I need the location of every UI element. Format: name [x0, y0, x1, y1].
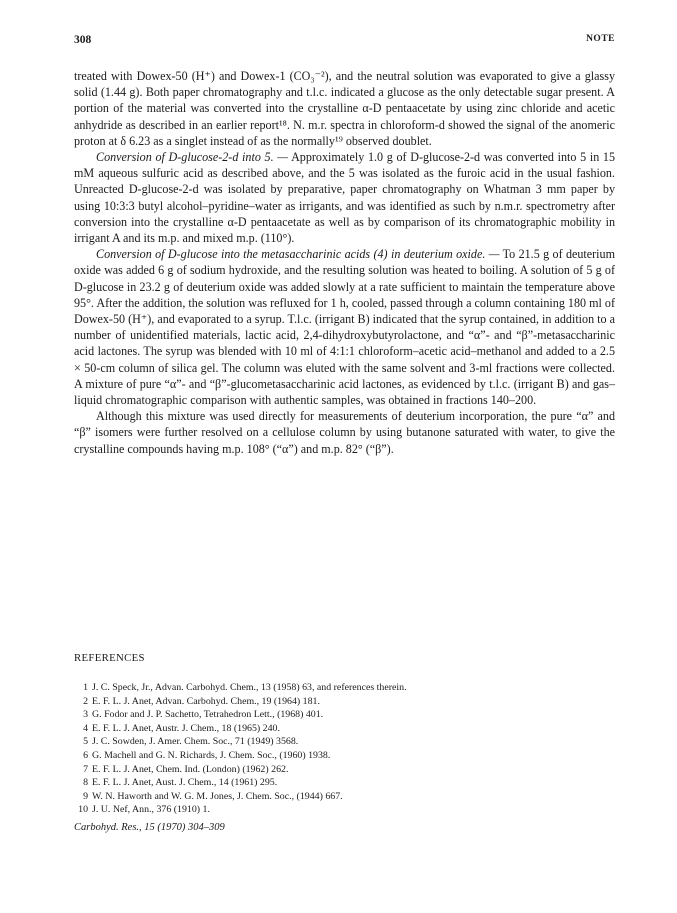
- reference-text: E. F. L. J. Anet, Chem. Ind. (London) (1962) 262.: [92, 763, 289, 775]
- reference-item: [74, 695, 615, 709]
- paragraph-conversion-glucose-2-d: [74, 149, 615, 246]
- reference-item: [74, 763, 615, 777]
- running-head: NOTE: [586, 34, 615, 44]
- reference-number: 1: [83, 682, 88, 693]
- reference-item: [74, 681, 615, 695]
- reference-text: E. F. L. J. Anet, Advan. Carbohyd. Chem., 19 (1964) 181.: [92, 695, 320, 707]
- reference-item: [74, 708, 615, 722]
- reference-text: J. C. Speck, Jr., Advan. Carbohyd. Chem., 13 (1958) 63, and references therein.: [92, 682, 407, 693]
- references-heading: REFERENCES: [74, 652, 145, 664]
- reference-number: 2: [83, 695, 88, 707]
- reference-text: G. Machell and G. N. Richards, J. Chem. Soc., (1960) 1938.: [92, 749, 331, 761]
- reference-item: [74, 749, 615, 763]
- reference-number: 4: [83, 722, 88, 734]
- reference-number: 7: [83, 763, 88, 775]
- reference-text: J. U. Nef, Ann., 376 (1910) 1.: [92, 804, 210, 816]
- section-heading: Conversion of D-glucose-2-d into 5. —: [96, 150, 289, 165]
- reference-text: G. Fodor and J. P. Sachetto, Tetrahedron Lett., (1968) 401.: [92, 709, 324, 721]
- reference-number: 3: [83, 709, 88, 721]
- reference-number: 9: [83, 790, 88, 802]
- paragraph-isomer-resolution: [74, 408, 615, 457]
- reference-item: [74, 776, 615, 790]
- paragraph-text: To 21.5 g of deuterium oxide was added 6 g of sodium hydroxide, and the resulting solution was heated to boiling. A solution of 5 g of D-glucose in 23.2 g of deuterium oxide was added slowly at a rate sufficient to maintain the temperature above 95°. After the addition, the solution was refluxed for 1 h, cooled, passed through a column containing 180 ml of Dowex-50 (H⁺), and evaporated to a syrup. T.l.c. (irrigant B) indicated that the syrup contained, in addition to a number of unidentified materials, lactic acid, 2,4-dihydroxybutyrolactone, and “α”- and “β”-metasaccharinic acid lactones. The syrup was blended with 10 ml of 4:1:1 chloroform–acetic acid–methanol and added to a 2.5 × 50-cm column of silica gel. The column was eluted with the same solvent and 3-ml fractions were collected. A mixture of pure “α”- and “β”-glucometasaccharinic acid lactones, as evidenced by t.l.c. (irrigant B) and gas–liquid chromatographic comparison with authentic samples, was obtained in fractions 140–200.: [74, 247, 615, 408]
- reference-number: 8: [83, 777, 88, 789]
- reference-text: W. N. Haworth and W. G. M. Jones, J. Chem. Soc., (1944) 667.: [92, 790, 343, 802]
- paragraph-text: Although this mixture was used directly for measurements of deuterium incorporation, the pure “α” and “β” isomers were further resolved on a cellulose column by using butanone saturated with water, to give the crystalline compounds having m.p. 108° (“α”) and m.p. 82° (“β”).: [74, 409, 615, 456]
- reference-number: 10: [78, 804, 88, 816]
- reference-number: 6: [83, 749, 88, 761]
- page-number: 308: [74, 34, 92, 46]
- paragraph-continued: [74, 68, 615, 149]
- reference-item: [74, 722, 615, 736]
- reference-number: 5: [83, 736, 88, 748]
- references-list: [74, 681, 615, 817]
- paragraph-text: Approximately 1.0 g of D-glucose-2-d was converted into 5 in 15 mM aqueous sulfuric acid as described above, and the 5 was isolated as the furoic acid in the usual fashion. Unreacted D-glucose-2-d was isolated by preparative, paper chromatography on Whatman 3 mm paper by using 10:3:3 butyl alcohol–pyridine–water as irrigants, and was identified as such by n.m.r. spectrometry after conversion into the crystalline α-D pentaacetate as well as by comparison of its chromatographic mobility in irrigant A and its m.p. and mixed m.p. (110°).: [74, 150, 616, 246]
- reference-item: [74, 790, 615, 804]
- journal-footer: Carbohyd. Res., 15 (1970) 304–309: [74, 822, 225, 833]
- reference-text: E. F. L. J. Anet, Aust. J. Chem., 14 (1961) 295.: [92, 777, 278, 789]
- reference-text: E. F. L. J. Anet, Austr. J. Chem., 18 (1965) 240.: [92, 722, 280, 734]
- reference-item: [74, 735, 615, 749]
- paragraph-text: treated with Dowex-50 (H⁺) and Dowex-1 (CO₃⁻²), and the neutral solution was evaporated to give a glassy solid (1.44 g). Both paper chromatography and t.l.c. indicated a glucose as the only detectable sugar present. A portion of the material was converted into the crystalline α-D pentaacetate by using zinc chloride and acetic anhydride as described in an earlier report¹⁸. N. m.r. spectra in chloroform-d showed the signal of the anomeric proton at δ 6.23 as a singlet instead of as the normally¹⁹ observed doublet.: [74, 69, 615, 148]
- body-text: [74, 68, 615, 457]
- reference-item: [74, 803, 615, 817]
- reference-text: J. C. Sowden, J. Amer. Chem. Soc., 71 (1949) 3568.: [92, 736, 299, 748]
- page-header: [74, 34, 615, 48]
- paragraph-conversion-metasaccharinic: [74, 246, 615, 408]
- section-heading: Conversion of D-glucose into the metasaccharinic acids (4) in deuterium oxide. —: [96, 247, 500, 262]
